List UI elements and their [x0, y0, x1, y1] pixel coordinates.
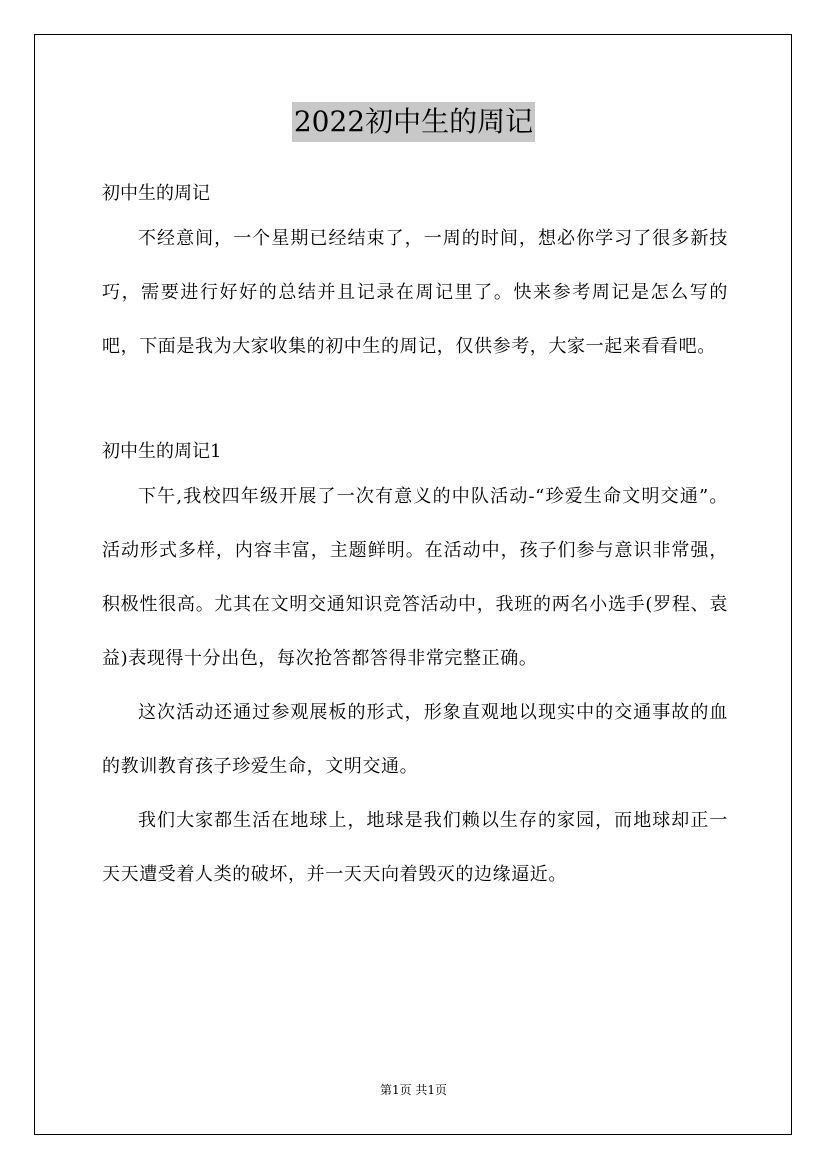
- page-number-label: 第1页 共1页: [379, 1083, 448, 1097]
- title-wrap: [0, 102, 827, 142]
- document-body: [102, 176, 728, 902]
- section1-paragraph-2: 这次活动还通过参观展板的形式，形象直观地以现实中的交通事故的血的教训教育孩子珍爱生命，文明交通。: [102, 702, 728, 777]
- intro-paragraph: 不经意间，一个星期已经结束了，一周的时间，想必你学习了很多新技巧，需要进行好好的总结并且记录在周记里了。快来参考周记是怎么写的吧，下面是我为大家收集的初中生的周记，仅供参考，大家一起来看看吧。: [102, 228, 728, 357]
- document-title: 2022初中生的周记: [292, 102, 535, 142]
- page-footer: [0, 1082, 827, 1098]
- section1-paragraph-3: 我们大家都生活在地球上，地球是我们赖以生存的家园，而地球却正一天天遭受着人类的破坏，并一天天向着毁灭的边缘逼近。: [102, 810, 728, 885]
- section1-heading: 初中生的周记1: [102, 441, 222, 462]
- section1-paragraph-1: 下午,我校四年级开展了一次有意义的中队活动-“珍爱生命文明交通”。活动形式多样，内容丰富，主题鲜明。在活动中，孩子们参与意识非常强，积极性很高。尤其在文明交通知识竞答活动中，我班的两名小选手(罗程、袁益)表现得十分出色，每次抢答都答得非常完整正确。: [102, 486, 728, 669]
- section-spacer: [102, 374, 728, 428]
- intro-heading: 初中生的周记: [102, 183, 210, 204]
